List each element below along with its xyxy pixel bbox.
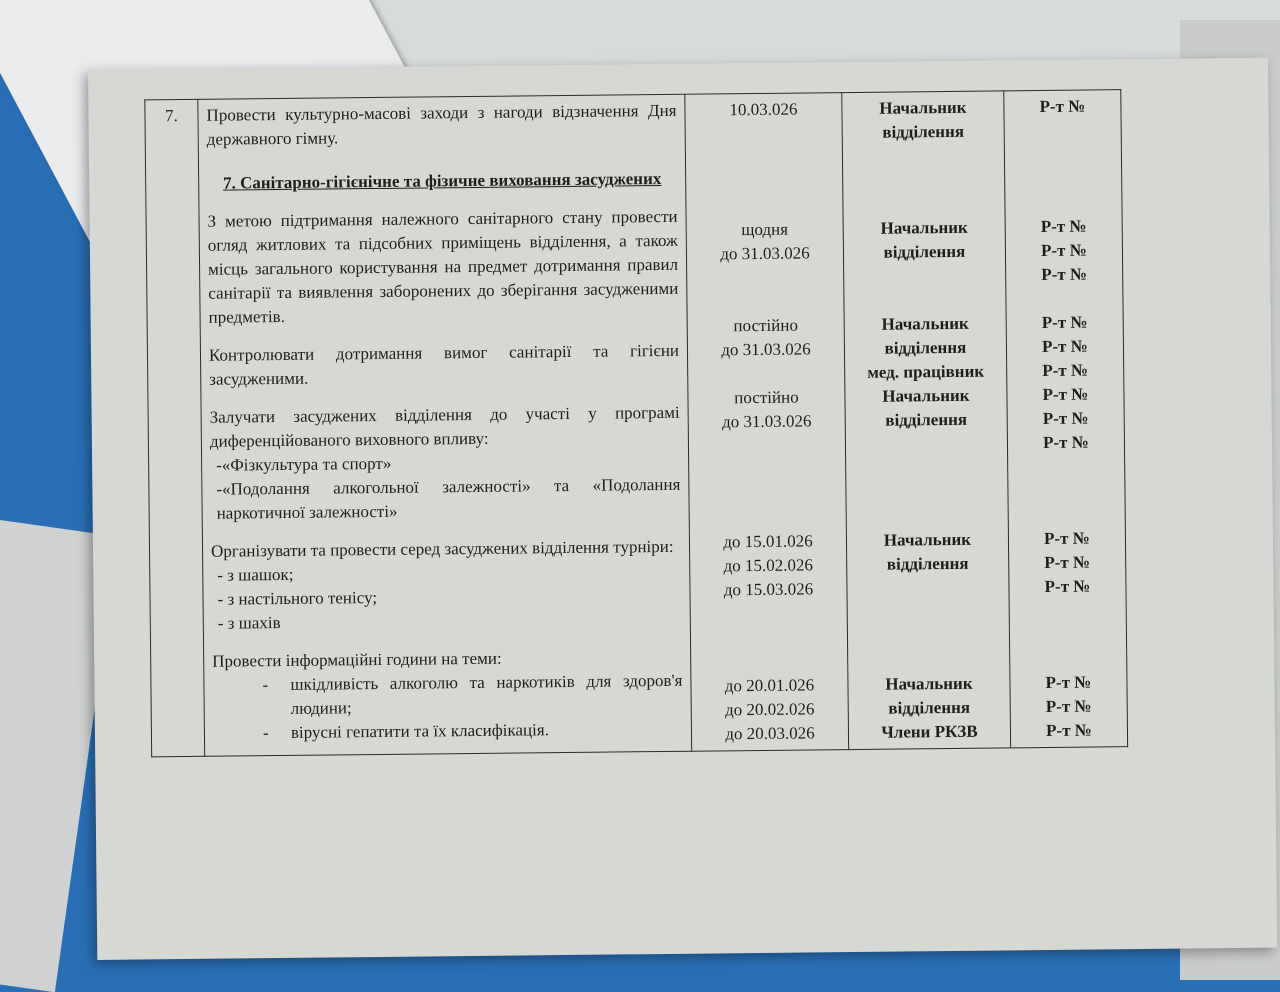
topic-item bbox=[213, 717, 683, 746]
program-item: -«Подолання алкогольної залежності» та «Подолання наркотичної залежності» bbox=[216, 474, 681, 523]
task-text: З метою підтримання належного санітарного стану провести огляд житлових та підсобних приміщень відділення, а також місць загального користування на предмет дотримання правил санітарії та виявлення заборонених до зберігання засудженими предметів. bbox=[207, 206, 679, 327]
date-text: постійно bbox=[733, 315, 799, 336]
report-ref: Р-т № bbox=[1040, 216, 1087, 237]
responsible-cell bbox=[842, 91, 1011, 750]
date-text: до 20.02.026 bbox=[724, 699, 815, 720]
responsible-text: Начальник bbox=[881, 313, 969, 334]
date-text: 10.03.026 bbox=[729, 99, 798, 120]
report-ref: Р-т № bbox=[1042, 384, 1089, 405]
report-ref: Р-т № bbox=[1041, 264, 1088, 285]
date-text: до 31.03.026 bbox=[721, 411, 812, 432]
dash-bullet: - bbox=[262, 675, 269, 695]
report-ref: Р-т № bbox=[1042, 408, 1089, 429]
task-block bbox=[212, 645, 683, 746]
task-text: Провести культурно-масові заходи з нагоди відзначення Дня державного гімну. bbox=[206, 100, 677, 149]
table-row bbox=[145, 90, 1128, 757]
section-title: 7. Санітарно-гігієнічне та фізичне виховання засуджених bbox=[222, 169, 662, 193]
tournament-item: - з шашок; bbox=[217, 564, 294, 585]
responsible-text: Начальник bbox=[885, 673, 973, 694]
date-text: до 31.03.026 bbox=[721, 339, 811, 360]
responsible-text: відділення bbox=[883, 241, 966, 262]
responsible-text: Начальник bbox=[882, 385, 970, 406]
task-text: Залучати засуджених відділення до участі у програмі диференційованого виховного впливу: bbox=[209, 402, 680, 451]
topic-text: вірусні гепатити та їх класифікація. bbox=[290, 720, 550, 742]
task-cell bbox=[198, 94, 692, 756]
responsible-text: відділення bbox=[882, 121, 965, 142]
topic-item bbox=[212, 669, 682, 722]
task-text: Контролювати дотримання вимог санітарії та гігієни засудженими. bbox=[208, 340, 680, 389]
responsible-text: відділення bbox=[885, 409, 968, 430]
report-ref: Р-т № bbox=[1042, 432, 1089, 453]
date-text: до 20.01.026 bbox=[724, 675, 815, 696]
document-page bbox=[88, 58, 1277, 960]
dash-bullet: - bbox=[262, 723, 269, 743]
task-block bbox=[209, 339, 679, 392]
row-number: 7. bbox=[145, 99, 205, 757]
report-ref: Р-т № bbox=[1040, 240, 1087, 261]
date-text: щодня bbox=[741, 219, 789, 240]
report-ref: Р-т № bbox=[1045, 720, 1092, 741]
date-text: постійно bbox=[734, 387, 799, 408]
task-block bbox=[210, 401, 681, 526]
date-text: до 15.01.026 bbox=[723, 531, 813, 552]
date-text: до 15.02.026 bbox=[723, 555, 814, 576]
date-text: до 31.03.026 bbox=[720, 243, 810, 264]
date-text: до 20.03.026 bbox=[725, 723, 815, 744]
topic-text: шкідливість алкоголю та наркотиків для здоров'я людини; bbox=[290, 670, 683, 718]
tournament-item: - з шахів bbox=[217, 613, 281, 633]
date-cell bbox=[685, 93, 849, 752]
responsible-text: відділення bbox=[886, 553, 969, 574]
date-text: до 15.03.026 bbox=[723, 579, 814, 600]
task-text: Організувати та провести серед засуджених відділення турніри: bbox=[210, 536, 674, 561]
responsible-text: Начальник bbox=[883, 529, 972, 550]
task-block bbox=[207, 205, 678, 330]
responsible-text: відділення bbox=[888, 697, 971, 718]
report-ref: Р-т № bbox=[1045, 672, 1092, 693]
plan-table bbox=[144, 89, 1128, 757]
report-ref: Р-т № bbox=[1041, 336, 1088, 357]
responsible-text: мед. працівник bbox=[867, 361, 985, 382]
report-ref: Р-т № bbox=[1039, 96, 1086, 117]
report-ref: Р-т № bbox=[1043, 528, 1090, 549]
report-cell bbox=[1004, 90, 1128, 748]
responsible-text: Члени РКЗВ bbox=[881, 721, 978, 742]
report-ref: Р-т № bbox=[1044, 552, 1091, 573]
tournament-item: - з настільного тенісу; bbox=[217, 588, 378, 609]
responsible-text: Начальник bbox=[880, 217, 968, 238]
report-ref: Р-т № bbox=[1041, 312, 1088, 333]
responsible-text: Начальник bbox=[879, 97, 967, 118]
report-ref: Р-т № bbox=[1045, 696, 1092, 717]
task-text: Провести інформаційні години на теми: bbox=[212, 648, 502, 671]
report-ref: Р-т № bbox=[1042, 360, 1089, 381]
responsible-text: відділення bbox=[884, 337, 967, 358]
report-ref: Р-т № bbox=[1044, 576, 1091, 597]
task-block bbox=[211, 535, 682, 636]
program-item: -«Фізкультура та спорт» bbox=[216, 453, 392, 475]
